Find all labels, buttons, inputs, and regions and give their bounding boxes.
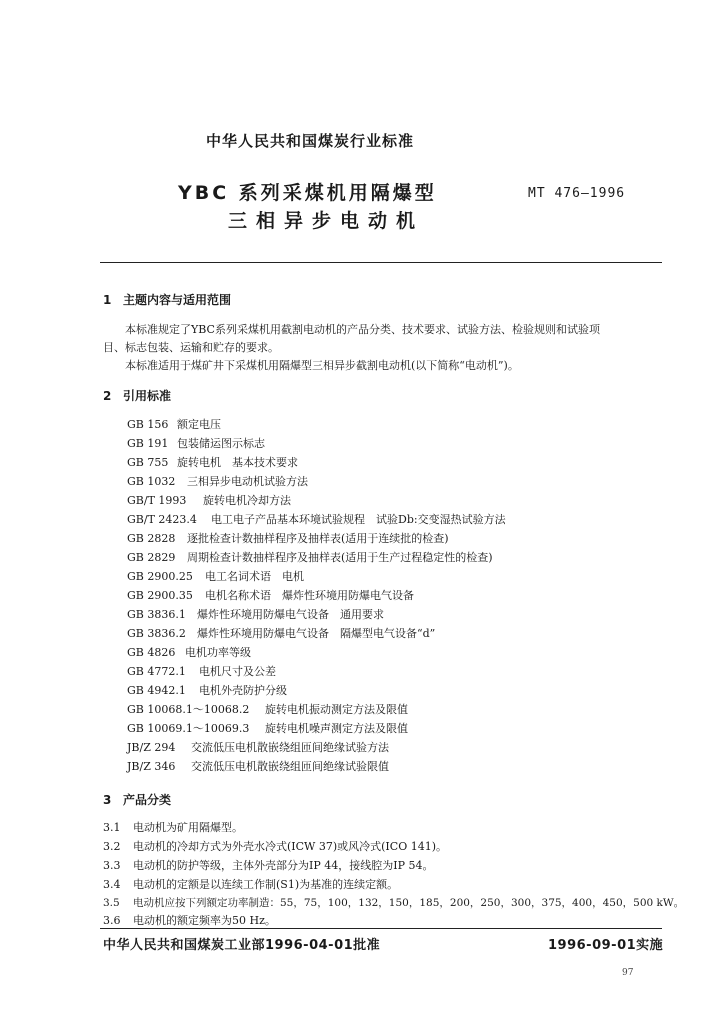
reference-item — [127, 682, 287, 698]
reference-item — [127, 492, 291, 508]
reference-item — [127, 663, 276, 679]
reference-code: JB/Z 346 — [127, 760, 176, 773]
classification-item — [103, 912, 276, 928]
section-number: 2 — [103, 389, 112, 403]
reference-item — [127, 720, 408, 736]
reference-title: 电机尺寸及公差 — [199, 665, 276, 678]
section-1-heading — [103, 291, 231, 308]
section-1-para1-line1: 本标准规定了YBC系列采煤机用截割电动机的产品分类、技术要求、试验方法、检验规则和试验项 — [125, 323, 600, 336]
reference-title: 电机外壳防护分级 — [199, 684, 287, 697]
reference-item — [127, 587, 414, 603]
classification-item — [103, 857, 433, 873]
approval-line: 中华人民共和国煤炭工业部1996-04-01批准 — [103, 938, 381, 953]
reference-code: GB 4942.1 — [127, 684, 186, 697]
reference-title: 爆炸性环境用防爆电气设备 通用要求 — [197, 608, 384, 621]
reference-code: GB/T 1993 — [127, 494, 187, 507]
reference-code: GB 4826 — [127, 646, 176, 659]
section-1-para2: 本标准适用于煤矿井下采煤机用隔爆型三相异步截割电动机(以下简称“电动机”)。 — [125, 359, 519, 372]
reference-title: 逐批检查计数抽样程序及抽样表(适用于连续批的检查) — [187, 532, 449, 545]
reference-code: GB 3836.2 — [127, 627, 186, 640]
classification-item — [103, 876, 398, 892]
reference-item — [127, 435, 265, 451]
reference-code: GB 156 — [127, 418, 169, 431]
reference-item — [127, 758, 389, 774]
reference-code: GB 1032 — [127, 475, 176, 488]
reference-title: 周期检查计数抽样程序及抽样表(适用于生产过程稳定性的检查) — [187, 551, 493, 564]
item-number: 3.5 — [103, 897, 120, 909]
classification-item — [103, 819, 243, 835]
reference-item — [127, 625, 435, 641]
reference-code: GB 755 — [127, 456, 169, 469]
reference-code: GB 10069.1～10069.3 — [127, 722, 250, 735]
issuing-body: 中华人民共和国煤炭行业标准 — [206, 132, 415, 150]
reference-title: 包装储运图示标志 — [177, 437, 265, 450]
section-title: 引用标准 — [123, 389, 172, 403]
reference-title: 交流低压电机散嵌绕组匝间绝缘试验方法 — [191, 741, 389, 754]
section-title: 主题内容与适用范围 — [123, 293, 232, 307]
reference-item — [127, 454, 298, 470]
reference-item — [127, 530, 449, 546]
reference-code: GB 2900.35 — [127, 589, 193, 602]
item-text: 电动机的冷却方式为外壳水冷式(ICW 37)或风冷式(ICO 141)。 — [133, 840, 447, 853]
reference-code: GB 2828 — [127, 532, 176, 545]
section-number: 3 — [103, 793, 112, 807]
reference-item — [127, 511, 506, 527]
reference-title: 额定电压 — [177, 418, 221, 431]
reference-code: GB 2829 — [127, 551, 176, 564]
section-1-para1-line2: 目、标志包装、运输和贮存的要求。 — [103, 341, 279, 354]
classification-item — [103, 895, 684, 910]
standard-title-line1: YBC 系列采煤机用隔爆型 — [178, 182, 437, 204]
reference-title: 交流低压电机散嵌绕组匝间绝缘试验限值 — [191, 760, 389, 773]
reference-code: GB 2900.25 — [127, 570, 193, 583]
reference-code: GB 4772.1 — [127, 665, 186, 678]
reference-title: 电机功率等级 — [185, 646, 251, 659]
section-title: 产品分类 — [123, 793, 172, 807]
item-text: 电动机应按下列额定功率制造：55，75，100，132，150，185，200，250，300，375，400，450，500 kW。 — [133, 897, 685, 909]
item-number: 3.1 — [103, 821, 121, 834]
reference-item — [127, 568, 304, 584]
reference-title: 旋转电机噪声测定方法及限值 — [265, 722, 408, 735]
standard-number: MT 476—1996 — [528, 186, 626, 201]
section-3-heading — [103, 791, 171, 808]
page-number: 97 — [622, 968, 634, 978]
reference-item — [127, 644, 251, 660]
reference-item — [127, 606, 384, 622]
header-divider — [100, 262, 662, 263]
reference-code: GB 191 — [127, 437, 169, 450]
footer-divider — [100, 928, 662, 929]
standard-title-line2: 三相异步电动机 — [228, 210, 425, 232]
reference-title: 三相异步电动机试验方法 — [187, 475, 308, 488]
reference-title: 爆炸性环境用防爆电气设备 隔爆型电气设备“d” — [197, 627, 436, 640]
reference-code: GB/T 2423.4 — [127, 513, 197, 526]
item-number: 3.4 — [103, 878, 121, 891]
reference-title: 电机名称术语 爆炸性环境用防爆电气设备 — [205, 589, 414, 602]
reference-item — [127, 473, 308, 489]
reference-code: GB 10068.1～10068.2 — [127, 703, 250, 716]
reference-title: 旋转电机振动测定方法及限值 — [265, 703, 408, 716]
item-number: 3.6 — [103, 914, 121, 927]
reference-item — [127, 701, 408, 717]
reference-title: 电工电子产品基本环境试验规程 试验Db:交变湿热试验方法 — [211, 513, 506, 526]
reference-code: GB 3836.1 — [127, 608, 186, 621]
implementation-date: 1996-09-01实施 — [548, 938, 664, 953]
item-text: 电动机的定额是以连续工作制(S1)为基准的连续定额。 — [133, 878, 399, 891]
reference-title: 旋转电机 基本技术要求 — [177, 456, 298, 469]
reference-code: JB/Z 294 — [127, 741, 176, 754]
reference-item — [127, 739, 389, 755]
item-text: 电动机为矿用隔爆型。 — [133, 821, 243, 834]
reference-title: 电工名词术语 电机 — [205, 570, 304, 583]
reference-item — [127, 416, 221, 432]
classification-item — [103, 838, 447, 854]
reference-item — [127, 549, 493, 565]
item-text: 电动机的防护等级，主体外壳部分为IP 44，接线腔为IP 54。 — [133, 859, 434, 872]
section-2-heading — [103, 387, 171, 404]
item-number: 3.3 — [103, 859, 121, 872]
item-text: 电动机的额定频率为50 Hz。 — [133, 914, 276, 927]
section-number: 1 — [103, 293, 112, 307]
item-number: 3.2 — [103, 840, 121, 853]
reference-title: 旋转电机冷却方法 — [203, 494, 291, 507]
